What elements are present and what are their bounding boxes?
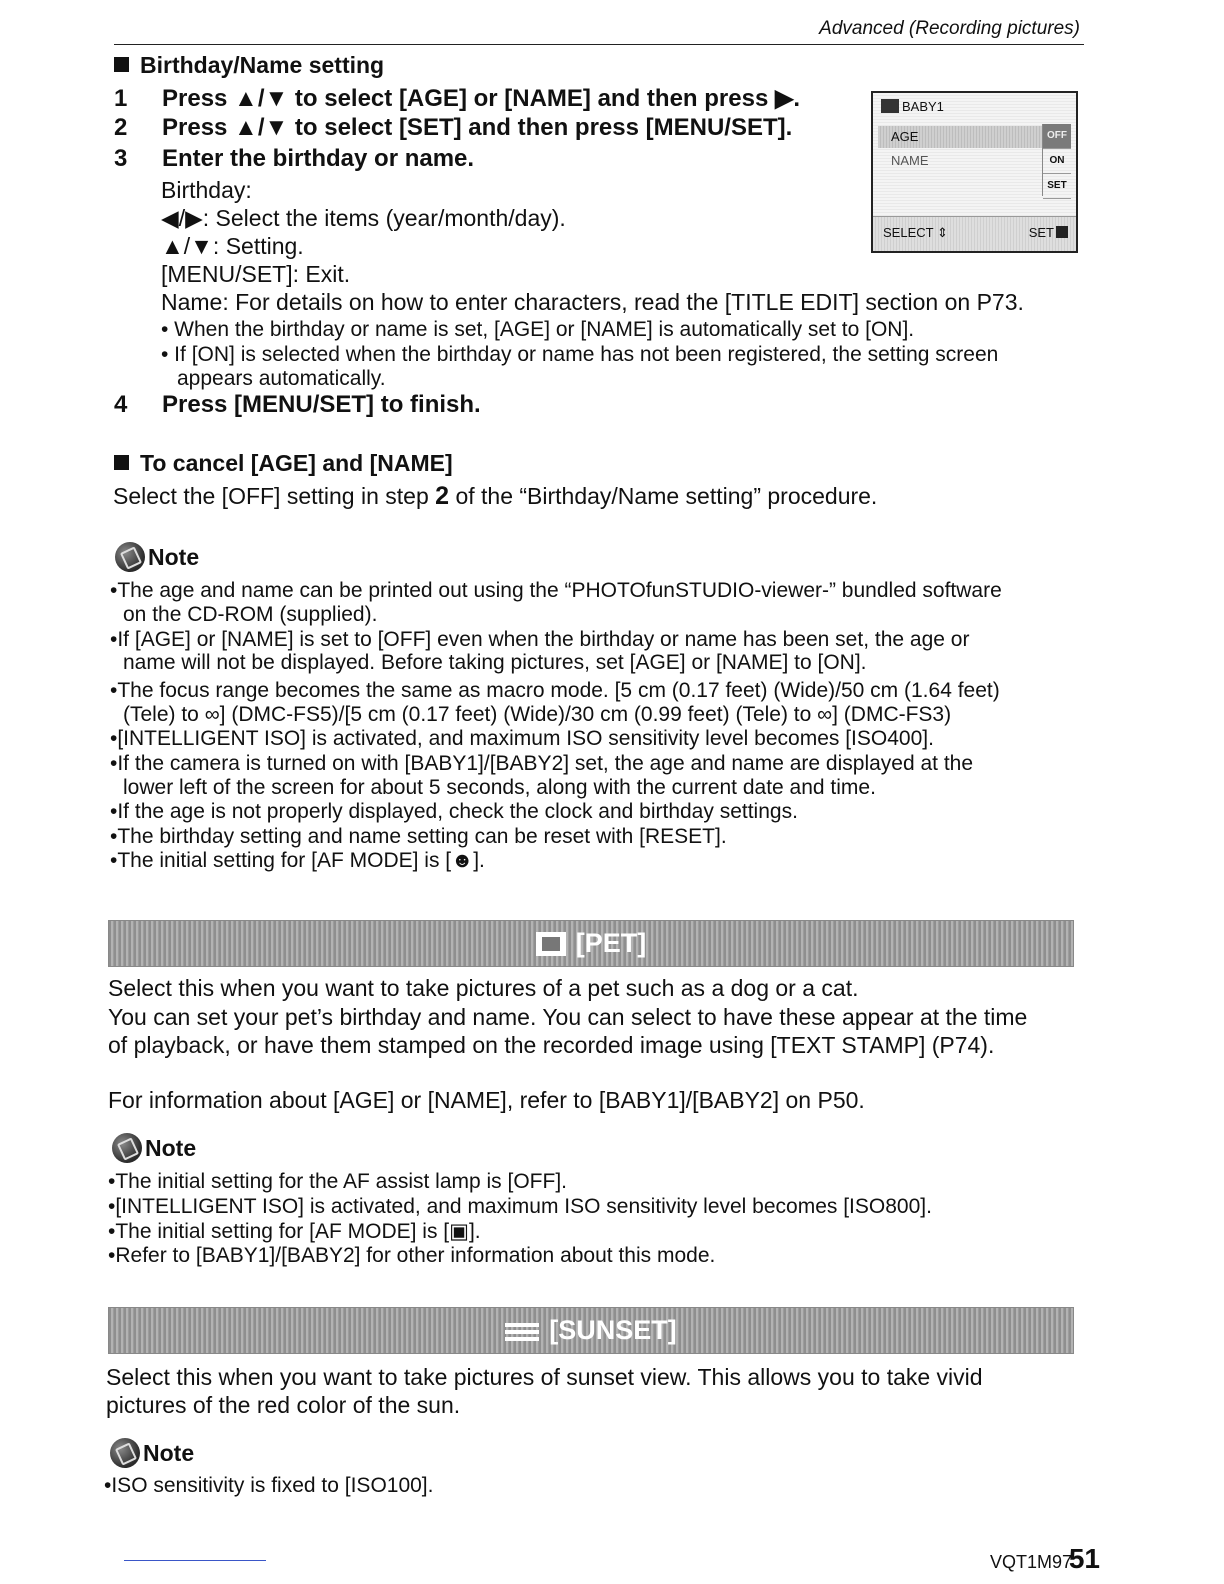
note-line: •The initial setting for [AF MODE] is [☻]. (110, 849, 485, 872)
note-line: lower left of the screen for about 5 seconds, along with the current date and time. (123, 776, 876, 799)
updown-icon: ⇕ (936, 225, 948, 240)
screen-select-label: SELECT (883, 225, 934, 240)
step-3: 3 Enter the birthday or name. (114, 145, 475, 172)
camera-screen-illustration (871, 91, 1078, 253)
note-heading: Note (115, 542, 199, 572)
screen-option: ON (1043, 149, 1071, 174)
note-line: •The focus range becomes the same as macro mode. [5 cm (0.17 feet) (Wide)/50 cm (1.64 feet) (110, 679, 1000, 702)
step3-line: ◀/▶: Select the items (year/month/day). (161, 205, 566, 231)
pet-banner: [PET] (108, 920, 1074, 967)
step3-line: Birthday: (161, 177, 252, 203)
sunset-paragraph-line: pictures of the red color of the sun. (106, 1392, 461, 1418)
note-line: on the CD-ROM (supplied). (123, 603, 378, 626)
step3-bullet-cont: appears automatically. (177, 367, 386, 390)
note-heading: Note (112, 1133, 196, 1163)
pet-paragraph-line: Select this when you want to take pictures of a pet such as a dog or a cat. (108, 975, 859, 1001)
step-4: 4 Press [MENU/SET] to finish. (114, 391, 481, 418)
step3-line: Name: For details on how to enter characters, read the [TITLE EDIT] section on P73. (161, 289, 1024, 315)
note-icon (110, 1438, 140, 1468)
note-line: •The initial setting for [AF MODE] is [▣]. (108, 1220, 481, 1243)
note-line: •The birthday setting and name setting can be reset with [RESET]. (110, 825, 727, 848)
baby-mode-icon (881, 99, 899, 113)
sunset-paragraph-line: Select this when you want to take pictures of sunset view. This allows you to take vivid (106, 1364, 983, 1390)
note-icon (112, 1133, 142, 1163)
page-number: 51 (1068, 1543, 1100, 1574)
menu-set-icon (1056, 226, 1068, 238)
bullet-square (114, 57, 129, 72)
birthday-name-heading: Birthday/Name setting (114, 52, 384, 79)
step3-line: [MENU/SET]: Exit. (161, 261, 351, 287)
screen-set-label: SET (1028, 225, 1054, 240)
pet-paragraph-line: of playback, or have them stamped on the recorded image using [TEXT STAMP] (P74). (108, 1032, 995, 1058)
sunset-banner: [SUNSET] (108, 1307, 1074, 1354)
note-line: •[INTELLIGENT ISO] is activated, and maximum ISO sensitivity level becomes [ISO400]. (110, 727, 934, 750)
note-heading: Note (110, 1438, 194, 1468)
footer-rule (124, 1560, 266, 1561)
note-line: •If the camera is turned on with [BABY1]/[BABY2] set, the age and name are displayed at the (110, 752, 974, 775)
pet-paragraph-line: You can set your pet’s birthday and name. You can select to have these appear at the time (108, 1004, 1028, 1030)
note-line: •If [AGE] or [NAME] is set to [OFF] even when the birthday or name has been set, the age or (110, 628, 970, 651)
screen-options (1042, 124, 1071, 196)
note-line: •If the age is not properly displayed, check the clock and birthday settings. (110, 800, 798, 823)
note-icon (115, 542, 145, 572)
note-line: •The age and name can be printed out using the “PHOTOfunSTUDIO-viewer-” bundled software (110, 579, 1002, 602)
note-line: name will not be displayed. Before taking pictures, set [AGE] or [NAME] to [ON]. (123, 651, 867, 674)
cancel-heading: To cancel [AGE] and [NAME] (114, 450, 453, 477)
running-header: Advanced (Recording pictures) (819, 18, 1080, 39)
screen-option: OFF (1043, 124, 1071, 149)
pet-mode-icon (536, 932, 566, 956)
bullet-square (114, 455, 129, 470)
note-line: (Tele) to ∞] (DMC-FS5)/[5 cm (0.17 feet) (Wide)/30 cm (0.99 feet) (Tele) to ∞] (DMC-FS3) (123, 703, 952, 726)
step3-bullet: • When the birthday or name is set, [AGE] or [NAME] is automatically set to [ON]. (161, 318, 915, 341)
pet-info: For information about [AGE] or [NAME], refer to [BABY1]/[BABY2] on P50. (108, 1087, 865, 1113)
note-line: •ISO sensitivity is fixed to [ISO100]. (104, 1474, 434, 1497)
screen-title: BABY1 (881, 99, 944, 114)
document-code: VQT1M97 (989, 1552, 1072, 1572)
note-line: •[INTELLIGENT ISO] is activated, and maximum ISO sensitivity level becomes [ISO800]. (108, 1195, 932, 1218)
step-1: 1 Press ▲/▼ to select [AGE] or [NAME] and then press ▶. (114, 85, 801, 112)
screen-bottom-bar (873, 216, 1076, 251)
screen-age-label: AGE (891, 129, 919, 144)
cancel-text: Select the [OFF] setting in step 2 of the “Birthday/Name setting” procedure. (113, 482, 878, 510)
step3-bullet: • If [ON] is selected when the birthday or name has not been registered, the setting screen (161, 343, 999, 366)
step-2: 2 Press ▲/▼ to select [SET] and then press [MENU/SET]. (114, 114, 793, 141)
step3-line: ▲/▼: Setting. (161, 233, 304, 259)
header-divider (114, 44, 1084, 45)
sunset-mode-icon (505, 1321, 539, 1341)
note-line: •The initial setting for the AF assist lamp is [OFF]. (108, 1170, 568, 1193)
screen-name-label: NAME (891, 153, 929, 168)
note-line: •Refer to [BABY1]/[BABY2] for other information about this mode. (108, 1244, 716, 1267)
screen-option: SET (1043, 174, 1071, 199)
